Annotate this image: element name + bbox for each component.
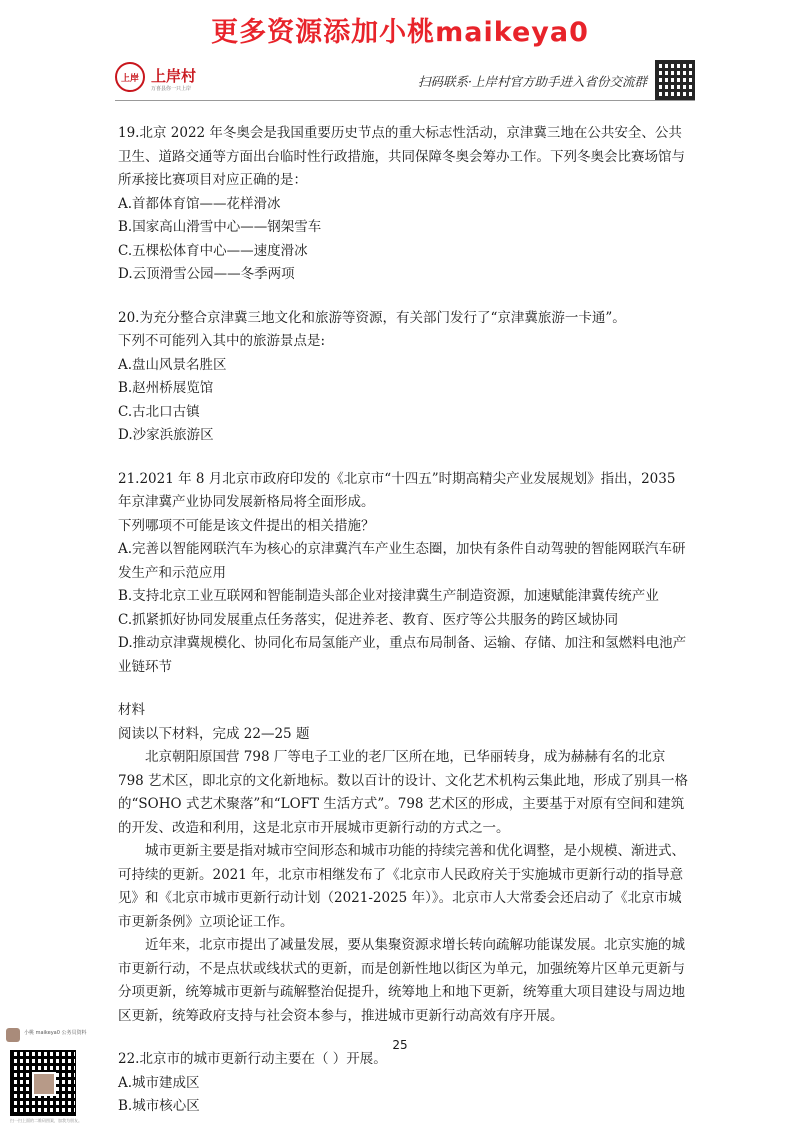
question-stem: 20.为充分整合京津冀三地文化和旅游等资源，有关部门发行了“京津冀旅游一卡通”。 [118,309,626,326]
question-19 [118,122,690,287]
question-22 [118,1048,690,1119]
material-intro: 阅读以下材料，完成 22—25 题 [118,725,310,742]
page-header [115,60,695,100]
option-a: A.完善以智能网联汽车为核心的京津冀汽车产业生态圈，加快有条件自动驾驶的智能网联汽车研发生产和示范应用 [118,541,686,581]
header-divider [115,100,695,101]
option-d: D.云顶滑雪公园——冬季两项 [118,266,295,282]
question-stem: 19.北京 2022 年冬奥会是我国重要历史节点的重大标志性活动，京津冀三地在公共安全、公共卫生、道路交通等方面出台临时性行政措施，共同保障冬奥会筹办工作。下列冬奥会比赛场馆与所承接比赛项目对应正确的是： [118,125,685,188]
option-d: D.推动京津冀规模化、协同化布局氢能产业，重点布局制备、运输、存储、加注和氢燃料电池产业链环节 [118,635,687,675]
qr-card-footer: 扫一扫上面的二维码图案，加我为朋友。 [10,1118,82,1123]
question-stem-line2: 下列哪项不可能是该文件提出的相关措施？ [118,517,375,534]
promo-banner: 更多资源添加小桃maikeya0 [211,17,589,48]
option-c: C.五棵松体育中心——速度滑冰 [118,242,308,259]
option-b: B.支持北京工业互联网和智能制造头部企业对接津冀生产制造资源，加速赋能津冀传统产业 [118,588,659,604]
qr-avatar-icon [32,1072,56,1096]
material-section [118,699,690,1028]
question-21 [118,468,690,680]
question-20 [118,307,690,448]
header-contact-text: 扫码联系·上岸村官方助手进入省份交流群 [418,74,647,89]
logo-subtitle: 万喜县你一只上岸 [151,86,192,92]
question-stem: 21.2021 年 8 月北京市政府印发的《北京市“十四五”时期高精尖产业发展规划》指出，2035 年京津冀产业协同发展新格局将全面形成。 [118,470,676,510]
material-paragraph: 北京朝阳原国营 798 厂等电子工业的老厂区所在地，已华丽转身，成为赫赫有名的北京 798 艺术区，即北京的文化新地标。数以百计的设计、文化艺术机构云集此地，形成了别具一格的“SOHO 式艺术聚落”和“LOFT 生活方式”。798 艺术区的形成，主要基于对原有空间和建筑的开发、改造和利用，这是北京市开展城市更新行动的方式之一。 [118,749,689,836]
option-a: A.首都体育馆——花样滑冰 [118,195,281,212]
option-d: D.沙家浜旅游区 [118,427,214,443]
qr-code-icon [655,60,695,100]
material-paragraph: 近年来，北京市提出了减量发展，要从集聚资源求增长转向疏解功能谋发展。北京实施的城市更新行动，不是点状或线状式的更新，而是创新性地以街区为单元，加强统筹片区单元更新与分项更新，统筹城市更新与疏解整治促提升，统筹地上和地下更新，统筹重大项目建设与周边地区更新，统筹政府支持与社会资本参与，推进城市更新行动高效有序开展。 [118,937,685,1024]
option-b: B.赵州桥展览馆 [118,380,214,396]
question-stem-line2: 下列不可能列入其中的旅游景点是: [118,333,326,349]
logo-text: 上岸村 [151,67,197,85]
option-c: C.抓紧抓好协同发展重点任务落实，促进养老、教育、医疗等公共服务的跨区域协同 [118,611,619,628]
material-title: 材料 [118,702,145,718]
material-paragraph: 城市更新主要是指对城市空间形态和城市功能的持续完善和优化调整，是小规模、渐进式、可持续的更新。2021 年，北京市相继发布了《北京市人民政府关于实施城市更新行动的指导意见》和《北京市城市更新行动计划（2021-2025 年）》。北京市人大常委会还启动了《北京市城市更新条例》立项论证工作。 [118,843,685,930]
qr-card-label: 小桃 maikeya0 公务员资料 [24,1030,87,1036]
logo-icon: 上岸 [115,62,145,92]
page-number: 25 [392,1038,408,1052]
option-b: B.城市核心区 [118,1098,200,1114]
wechat-qr-card [6,1028,116,1128]
page-content [118,122,690,1139]
option-a: A.城市建成区 [118,1074,200,1091]
option-a: A.盘山风景名胜区 [118,356,227,373]
option-c: C.古北口古镇 [118,403,200,420]
option-b: B.国家高山滑雪中心——钢架雪车 [118,219,322,235]
avatar [6,1028,20,1042]
question-stem: 22.北京市的城市更新行动主要在（ ）开展。 [118,1051,387,1067]
